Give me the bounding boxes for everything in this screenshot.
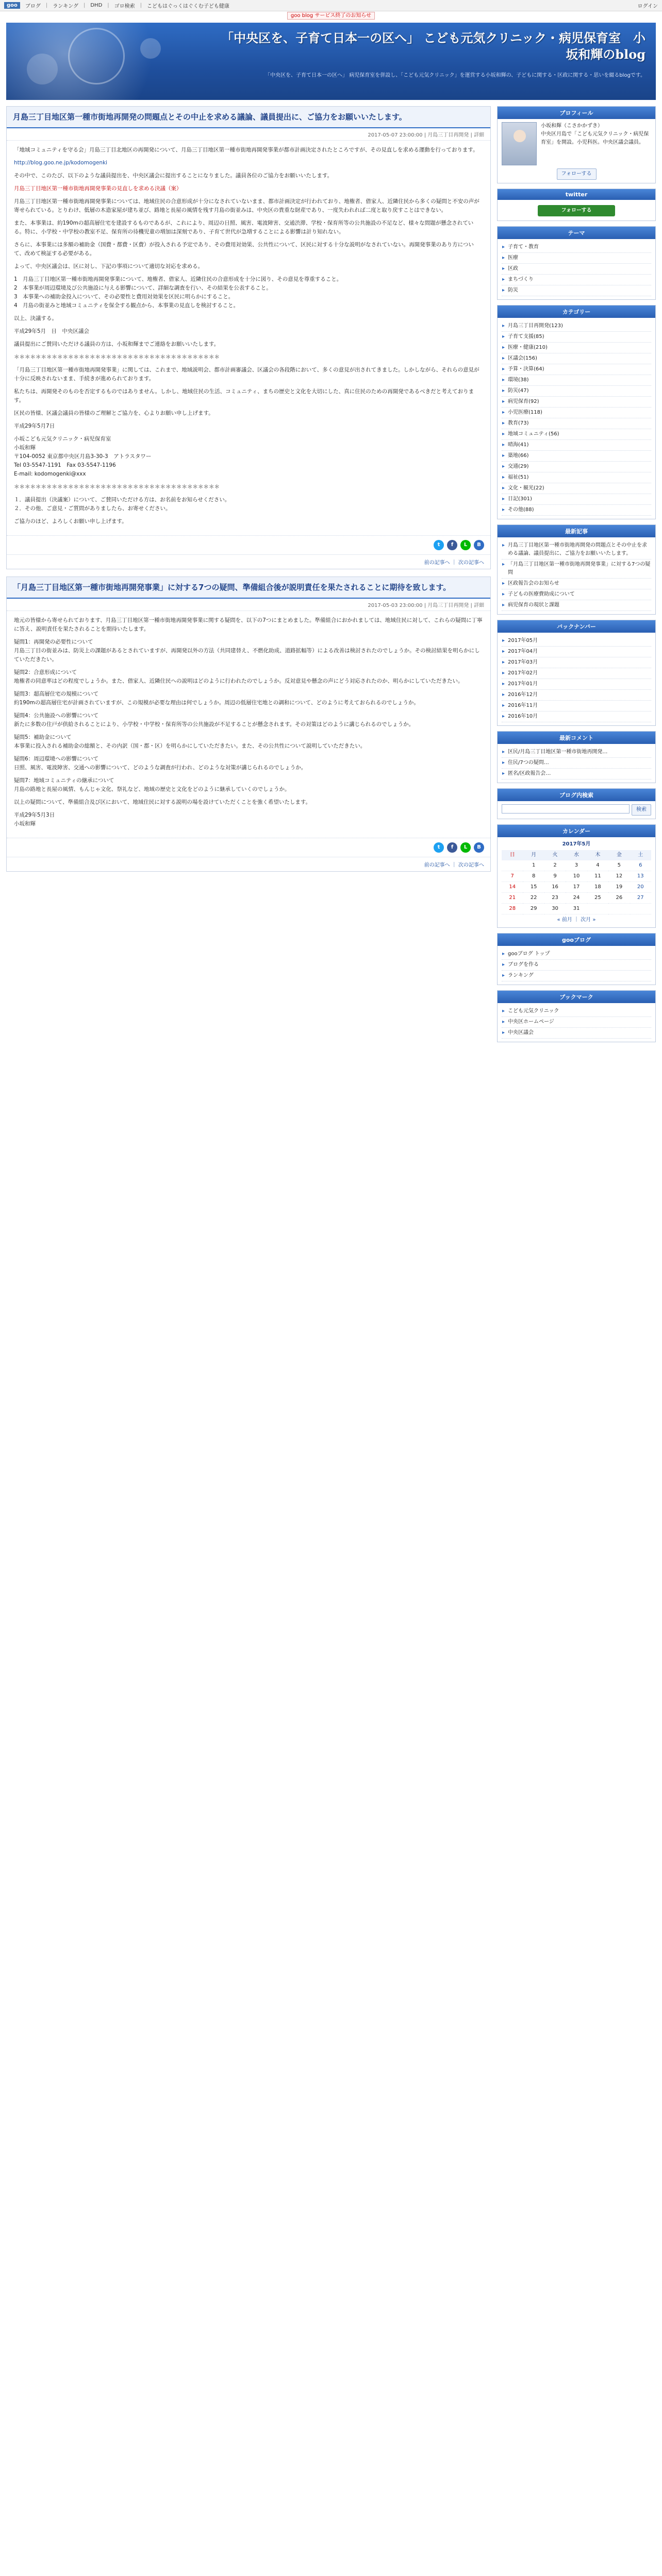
blog-header — [6, 23, 656, 100]
calendar-day — [502, 860, 523, 871]
service-notice-link[interactable]: goo blog サービス終了のお知らせ — [287, 12, 375, 20]
entry-paragraph: ＊＊＊＊＊＊＊＊＊＊＊＊＊＊＊＊＊＊＊＊＊＊＊＊＊＊＊＊＊＊＊＊＊＊＊＊＊＊ — [14, 484, 220, 490]
entry-body — [7, 611, 490, 838]
backnumber-heading: バックナンバー — [498, 620, 655, 633]
sidebar — [497, 106, 656, 1047]
header-decoration-bubble — [140, 38, 161, 59]
backnumber-item[interactable]: ▸ 2017年03月 — [502, 657, 651, 668]
calendar-table — [502, 850, 651, 914]
topbar-separator: | — [140, 3, 142, 8]
entry-paragraph: 1 月島三丁目地区第一種市街地再開発事業について、地権者、借家人、近隣住民の合意形成を十分に図り、その意見を尊重すること。 2 本事業が周辺環境及び公共施設に与える影響について、詳細な調査を行い、その結果を公表すること。 3 本事業への補助金投入について、その必要性と費用対効果を区民に明らかにすること。 4 月島の街並みと地域コミュニティを保全する観点から、本事業の見直しを検討すること。 — [14, 276, 342, 309]
calendar-day — [608, 904, 630, 914]
calendar-day[interactable]: 20 — [630, 882, 651, 893]
calendar-day[interactable]: 21 — [502, 893, 523, 904]
calendar-day[interactable]: 29 — [523, 904, 544, 914]
twitter-box — [497, 189, 656, 221]
goo-item[interactable]: ▸ ランキング — [502, 971, 651, 981]
category-item[interactable]: ▸ 予算・決算(64) — [502, 364, 651, 375]
twitter-heading: twitter — [498, 189, 655, 200]
calendar-day[interactable]: 9 — [544, 871, 566, 882]
entry-paragraph: 議員提出にご賛同いただける議員の方は、小坂和輝までご連絡をお願いいたします。 — [14, 341, 220, 347]
category-item[interactable]: ▸ 地域コミュニティ(56) — [502, 429, 651, 440]
calendar-day[interactable]: 6 — [630, 860, 651, 871]
calendar-weekday: 火 — [544, 850, 566, 860]
category-item[interactable]: ▸ 文化・観光(22) — [502, 483, 651, 494]
backnumber-item[interactable]: ▸ 2017年01月 — [502, 679, 651, 690]
calendar-day[interactable]: 3 — [566, 860, 587, 871]
calendar-weekday: 水 — [566, 850, 587, 860]
calendar-weekday: 木 — [587, 850, 608, 860]
category-item[interactable]: ▸ 福祉(51) — [502, 472, 651, 483]
line-share-icon[interactable]: L — [460, 842, 471, 853]
category-item[interactable]: ▸ 日記(301) — [502, 494, 651, 505]
topbar-separator: | — [83, 3, 86, 8]
topbar-separator: | — [107, 3, 109, 8]
entry-paragraph: よって、中央区議会は、区に対し、下記の事項について適切な対応を求める。 — [14, 263, 204, 269]
calendar-weekday: 土 — [630, 850, 651, 860]
comments-heading: 最新コメント — [498, 732, 655, 744]
recent-posts-list — [502, 540, 651, 611]
calendar-day[interactable]: 10 — [566, 871, 587, 882]
entry-paragraph: 平成29年5月 日 中央区議会 — [14, 328, 90, 334]
recent-posts-heading: 最新記事 — [498, 525, 655, 537]
calendar-day[interactable]: 23 — [544, 893, 566, 904]
topbar-login-link[interactable]: ログイン — [637, 4, 658, 9]
twitter-share-icon[interactable]: t — [434, 540, 444, 550]
topbar-tagline: こどもはぐっくはぐくむ子ども健康 — [147, 4, 229, 9]
category-box — [497, 305, 656, 519]
bookmark-item[interactable]: ▸ 中央区議会 — [502, 1028, 651, 1039]
blog-entry — [6, 106, 491, 569]
calendar-day[interactable]: 5 — [608, 860, 630, 871]
calendar-heading: カレンダー — [498, 825, 655, 837]
recent-post-item[interactable]: ▸ 子どもの医療費助成について — [502, 589, 651, 600]
entry-paragraph: 疑問3：超高層住宅の規模について 約190mの超高層住宅が計画されていますが、この規模が必要な理由は何でしょうか。周辺の低層住宅地との調和について、どのように考えておられるのでしょうか。 — [14, 691, 419, 706]
recent-post-item[interactable]: ▸ 月島三丁目地区第一種市街地再開発の問題点とその中止を求める議論、議員提出に、ご協力をお願いいたします。 — [502, 540, 651, 560]
share-buttons — [7, 838, 490, 857]
calendar-day[interactable]: 17 — [566, 882, 587, 893]
calendar-day[interactable]: 15 — [523, 882, 544, 893]
blog-title[interactable]: 「中央区を、子育て日本一の区へ」 こども元気クリニック・病児保育室 小坂和輝のblog — [221, 30, 646, 62]
calendar-day — [587, 904, 608, 914]
category-item[interactable]: ▸ 小児医療(118) — [502, 408, 651, 418]
entry-paragraph: ご協力のほど、よろしくお願い申し上げます。 — [14, 518, 127, 524]
comments-box — [497, 731, 656, 783]
entry-paragraph: 疑問6：周辺環境への影響について 日照、風害、電波障害、交通への影響について、どのような調査が行われ、どのような対策が講じられるのでしょうか。 — [14, 756, 307, 771]
entry-paragraph: 「月島三丁目地区第一種市街地再開発事業」に関しては、これまで、地域説明会、都市計画審議会、区議会の各段階において、多くの意見が出されてきました。しかしながら、それらの意見が十分に反映されないまま、手続きが進められております。 — [14, 367, 479, 382]
entry-paragraph: ＊＊＊＊＊＊＊＊＊＊＊＊＊＊＊＊＊＊＊＊＊＊＊＊＊＊＊＊＊＊＊＊＊＊＊＊＊＊ — [14, 354, 220, 360]
calendar-day[interactable]: 30 — [544, 904, 566, 914]
goo-list — [502, 949, 651, 981]
category-item[interactable]: ▸ 病児保育(92) — [502, 397, 651, 408]
entry-paragraph: 「地域コミュニティを守る会」月島三丁目北地区の再開発について、月島三丁目地区第一種市街地再開発事業が都市計画決定されたところですが、その見直しを求める運動を行っております。 — [14, 147, 478, 153]
entry-meta: 2017-05-03 23:00:00 | 月島三丁目再開発 | 詳細 — [7, 599, 490, 611]
calendar-day — [630, 904, 651, 914]
calendar-day[interactable]: 26 — [608, 893, 630, 904]
facebook-share-icon[interactable]: f — [447, 842, 457, 853]
category-item[interactable]: ▸ 環境(38) — [502, 375, 651, 386]
category-heading: カテゴリー — [498, 306, 655, 318]
header-decoration-bubble — [27, 54, 58, 84]
entry-paragraph: 私たちは、再開発そのものを否定するものではありません。しかし、地域住民の生活、コミュニティ、まちの歴史と文化を大切にした、真に住民のための再開発であるべきだと考えております。 — [14, 388, 474, 403]
topbar-link-blog[interactable]: ブログ — [25, 4, 41, 9]
blog-description: 「中央区を、子育て日本一の区へ」 病児保育室を併設し、「こども元気クリニック」を運営する小坂和輝の、子どもに関する・区政に関する・思いを綴るblogです。 — [265, 73, 646, 78]
bookmark-heading: ブックマーク — [498, 991, 655, 1003]
entry-paragraph: 月島三丁目地区第一種市街地再開発事業の見直しを求める決議（案） — [14, 185, 182, 192]
calendar-day[interactable]: 25 — [587, 893, 608, 904]
calendar-day[interactable]: 11 — [587, 871, 608, 882]
hatena-share-icon[interactable]: B — [474, 540, 484, 550]
calendar-day[interactable]: 27 — [630, 893, 651, 904]
twitter-follow-button[interactable]: フォローする — [538, 205, 615, 216]
comment-item[interactable]: ▸ 区民/月島三丁目地区第一種市街地再開発… — [502, 747, 651, 758]
backnumber-item[interactable]: ▸ 2016年12月 — [502, 690, 651, 701]
entry-paragraph: http://blog.goo.ne.jp/kodomogenki — [14, 160, 108, 166]
recent-post-item[interactable]: ▸ 区政報告会のお知らせ — [502, 579, 651, 589]
calendar-day[interactable]: 1 — [523, 860, 544, 871]
topbar-link-dhd[interactable]: DHD — [90, 3, 103, 8]
category-item[interactable]: ▸ 教育(73) — [502, 418, 651, 429]
entry-paragraph: 地元の皆様から寄せられております、月島三丁目地区第一種市街地再開発事業に関する疑問を、以下の7つにまとめました。準備組合におかれましては、地域住民に対して、これらの疑問に丁寧に答え、説明責任を果たされることを期待いたします。 — [14, 617, 483, 632]
topbar-separator: | — [45, 3, 48, 8]
category-item[interactable]: ▸ その他(88) — [502, 505, 651, 516]
comment-item[interactable]: ▸ 匿名/区政報告会… — [502, 769, 651, 779]
topbar-link-search[interactable]: ゴロ検索 — [114, 4, 135, 9]
calendar-day[interactable]: 28 — [502, 904, 523, 914]
entry-paragraph: 疑問5：補助金について 本事業に投入される補助金の総額と、その内訳（国・都・区）を明らかにしていただきたい。また、その公共性について説明していただきたい。 — [14, 734, 366, 749]
goo-box — [497, 933, 656, 985]
calendar-day[interactable]: 22 — [523, 893, 544, 904]
backnumber-item[interactable]: ▸ 2016年10月 — [502, 711, 651, 722]
entry-body — [7, 141, 490, 535]
calendar-weekday: 日 — [502, 850, 523, 860]
calendar-box — [497, 824, 656, 928]
theme-box — [497, 226, 656, 300]
category-item[interactable]: ▸ 築地(66) — [502, 451, 651, 462]
entry-paragraph: 以上、決議する。 — [14, 315, 57, 321]
search-box — [497, 788, 656, 819]
calendar-day[interactable]: 12 — [608, 871, 630, 882]
entry-paragraph: さらに、本事業には多額の補助金（国費・都費・区費）が投入される予定であり、その費用対効果、公共性について、区民に対する十分な説明がなされていない。再開発事業のあり方について、改めて検証する必要がある。 — [14, 242, 474, 257]
calendar-day[interactable]: 14 — [502, 882, 523, 893]
profile-box — [497, 106, 656, 183]
entry-paragraph: １．議員提出（決議案）について、ご賛同いただける方は、お名前をお知らせください。 ２．その他、ご意見・ご質問がありましたら、お寄せください。 — [14, 497, 230, 512]
top-bar — [0, 0, 662, 11]
backnumber-item[interactable]: ▸ 2017年05月 — [502, 636, 651, 647]
recent-post-item[interactable]: ▸ 「月島三丁目地区第一種市街地再開発事業」に対する7つの疑問 — [502, 560, 651, 579]
entry-paragraph: 区民の皆様、区議会議員の皆様のご理解とご協力を、心よりお願い申し上げます。 — [14, 410, 214, 416]
header-decoration-circle — [68, 28, 125, 84]
entry-paragraph: 月島三丁目地区第一種市街地再開発事業については、地域住民の合意形成が十分になされていないまま、都市計画決定が行われており、地権者、借家人、近隣住民から多くの疑問と不安の声が寄せられている。とりわけ、低層の木造家屋が建ち並び、路地と長屋の風情を残す月島の街並みは、中央区の貴重な財産であり、一度失われれば二度と取り戻すことはできない。 — [14, 198, 479, 213]
calendar-day[interactable]: 4 — [587, 860, 608, 871]
search-button[interactable]: 検索 — [632, 804, 651, 816]
category-item[interactable]: ▸ 交通(29) — [502, 462, 651, 472]
calendar-month: 2017年5月 — [562, 841, 591, 847]
topbar-link-ranking[interactable]: ランキング — [53, 4, 78, 9]
calendar-day[interactable]: 7 — [502, 871, 523, 882]
theme-item[interactable]: ▸ 子育て・教育 — [502, 242, 651, 253]
category-item[interactable]: ▸ 防災(47) — [502, 386, 651, 397]
goo-item[interactable]: ▸ gooブログ トップ — [502, 949, 651, 960]
backnumber-item[interactable]: ▸ 2017年02月 — [502, 668, 651, 679]
category-item[interactable]: ▸ 晴海(41) — [502, 440, 651, 451]
bookmark-box — [497, 990, 656, 1042]
facebook-share-icon[interactable]: f — [447, 540, 457, 550]
bookmark-list — [502, 1006, 651, 1039]
profile-text: 小坂和輝（こさかかずき） 中央区月島で「こども元気クリニック・病児保育室」を開設。小児科医。中央区議会議員。 — [541, 123, 649, 145]
calendar-weekday: 金 — [608, 850, 630, 860]
recent-post-item[interactable]: ▸ 病児保育の現状と課題 — [502, 600, 651, 611]
recent-posts-box — [497, 524, 656, 615]
category-list — [502, 321, 651, 516]
hatena-share-icon[interactable]: B — [474, 842, 484, 853]
blog-entry — [6, 577, 491, 872]
theme-heading: テーマ — [498, 227, 655, 239]
calendar-nav[interactable]: « 前月 ｜ 次月 » — [557, 917, 596, 923]
calendar-day[interactable]: 8 — [523, 871, 544, 882]
calendar-day[interactable]: 16 — [544, 882, 566, 893]
share-buttons — [7, 535, 490, 554]
theme-item[interactable]: ▸ 防災 — [502, 285, 651, 296]
search-input[interactable] — [502, 804, 630, 814]
calendar-weekday: 月 — [523, 850, 544, 860]
entry-pager[interactable]: 前の記事へ ｜ 次の記事へ — [7, 554, 490, 569]
entry-paragraph: 疑問2：合意形成について 地権者の同意率はどの程度でしょうか。また、借家人、近隣住民への説明はどのように行われたのでしょうか。反対意見や懸念の声にどう対応されたのか、明らかにしていただきたい。 — [14, 669, 464, 684]
theme-item[interactable]: ▸ 医療 — [502, 253, 651, 264]
goo-item[interactable]: ▸ ブログを作る — [502, 960, 651, 971]
backnumber-box — [497, 620, 656, 726]
calendar-day[interactable]: 19 — [608, 882, 630, 893]
entry-paragraph: 疑問4：公共施設への影響について 新たに多数の住戸が供給されることにより、小学校・中学校・保育所等の公共施設が不足することが懸念されます。その対策はどのように講じられるのでしょうか。 — [14, 713, 415, 727]
category-item[interactable]: ▸ 子育て支援(85) — [502, 332, 651, 343]
entry-paragraph: 小坂こども元気クリニック・病児保育室 小坂和輝 〒104-0052 東京都中央区月島3-30-3 アトラスタワー Tel 03-5547-1191 Fax 03-5547-1196 E-mail: kodomogenki@xxx — [14, 436, 152, 477]
backnumber-list — [502, 636, 651, 722]
entry-paragraph: 疑問7：地域コミュニティの継承について 月島の路地と長屋の風情、もんじゃ文化、祭礼など、地域の歴史と文化をどのように継承していくのでしょうか。 — [14, 777, 290, 792]
entry-paragraph: 平成29年5月7日 — [14, 423, 55, 429]
backnumber-item[interactable]: ▸ 2016年11月 — [502, 701, 651, 711]
search-heading: ブログ内検索 — [498, 789, 655, 801]
theme-list — [502, 242, 651, 296]
entry-paragraph: また、本事業は、約190mの超高層住宅を建設するものであるが、これにより、周辺の日照、風害、電波障害、交通渋滞、学校・保育所等の公共施設の不足など、様々な問題が懸念されている。特に、小学校・中学校の教室不足、保育所の待機児童の増加は深刻であり、子育て世代が急増することによる影響は計り知れない。 — [14, 220, 474, 235]
bookmark-item[interactable]: ▸ こども元気クリニック — [502, 1006, 651, 1017]
calendar-day[interactable]: 13 — [630, 871, 651, 882]
goo-heading: gooブログ — [498, 934, 655, 946]
service-notice — [0, 11, 662, 21]
profile-follow-button[interactable]: フォローする — [557, 168, 597, 180]
bookmark-item[interactable]: ▸ 中央区ホームページ — [502, 1017, 651, 1028]
goo-logo[interactable]: goo — [4, 2, 20, 9]
backnumber-item[interactable]: ▸ 2017年04月 — [502, 647, 651, 657]
calendar-day[interactable]: 24 — [566, 893, 587, 904]
calendar-day[interactable]: 18 — [587, 882, 608, 893]
twitter-share-icon[interactable]: t — [434, 842, 444, 853]
category-item[interactable]: ▸ 月島三丁目再開発(123) — [502, 321, 651, 332]
entry-pager[interactable]: 前の記事へ ｜ 次の記事へ — [7, 857, 490, 871]
entry-paragraph: 平成29年5月3日 小坂和輝 — [14, 812, 55, 827]
profile-photo — [502, 122, 537, 165]
profile-heading: プロフィール — [498, 107, 655, 119]
calendar-day[interactable]: 2 — [544, 860, 566, 871]
theme-item[interactable]: ▸ まちづくり — [502, 275, 651, 285]
comments-list — [502, 747, 651, 779]
category-item[interactable]: ▸ 区議会(156) — [502, 353, 651, 364]
theme-item[interactable]: ▸ 区政 — [502, 264, 651, 275]
entry-paragraph: 疑問1：再開発の必要性について 月島三丁目の街並みは、防災上の課題があるとされていますが、再開発以外の方法（共同建替え、不燃化助成、道路拡幅等）による改善は検討されたのでしょうか。その検討結果を明らかにしていただきたい。 — [14, 639, 480, 663]
entry-title[interactable]: 「月島三丁目地区第一種市街地再開発事業」に対する7つの疑問、準備組合後が説明責任を果たされることに期待を致します。 — [7, 577, 490, 599]
entry-paragraph: 以上の疑問について、準備組合及び区において、地域住民に対する説明の場を設けていただくことを強く希望いたします。 — [14, 799, 311, 805]
calendar-day[interactable]: 31 — [566, 904, 587, 914]
entry-paragraph: その中で、このたび、以下のような議員提出を、中央区議会に提出することになりました。議員各位のご協力をお願いいたします。 — [14, 173, 333, 179]
entry-title[interactable]: 月島三丁目地区第一種市街地再開発の問題点とその中止を求める議論、議員提出に、ご協力をお願いいたします。 — [7, 107, 490, 128]
category-item[interactable]: ▸ 医療・健康(210) — [502, 343, 651, 353]
entry-meta: 2017-05-07 23:00:00 | 月島三丁目再開発 | 詳細 — [7, 128, 490, 141]
line-share-icon[interactable]: L — [460, 540, 471, 550]
comment-item[interactable]: ▸ 住民/7つの疑問… — [502, 758, 651, 769]
main-column — [6, 106, 491, 879]
